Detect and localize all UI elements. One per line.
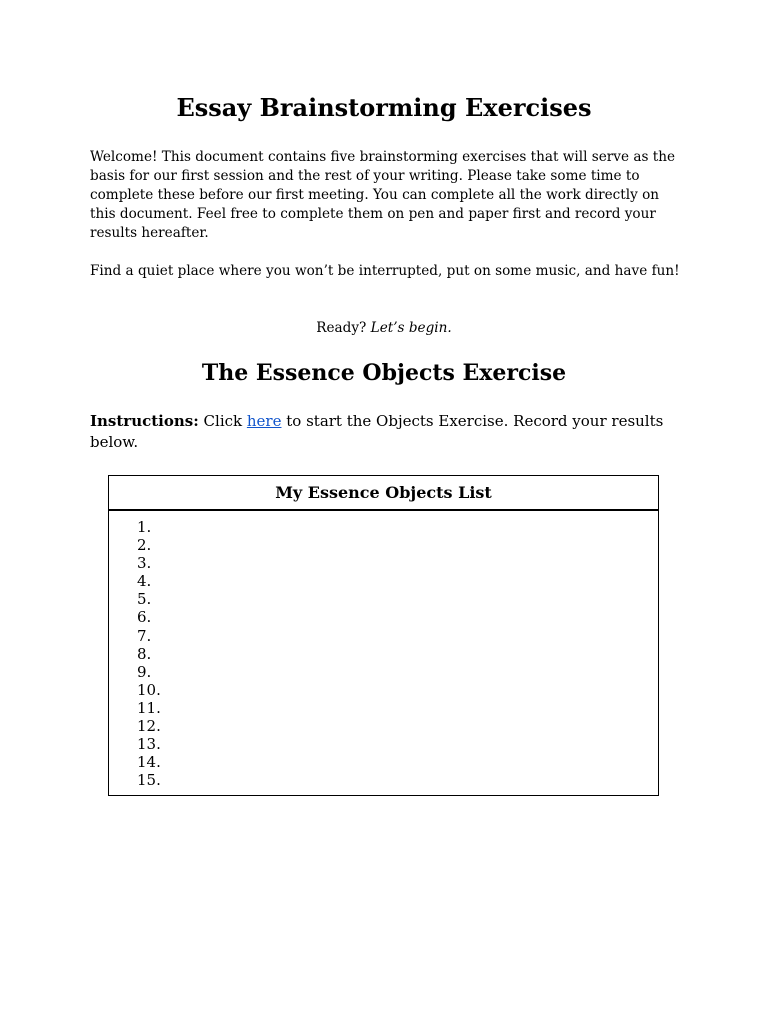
essence-objects-list <box>109 511 658 789</box>
quiet-place-paragraph: Find a quiet place where you won’t be interrupted, put on some music, and have fun! <box>90 263 680 279</box>
ready-line <box>90 319 678 338</box>
instructions-label: Instructions: <box>90 412 199 430</box>
list-item[interactable]: 4. <box>137 572 152 591</box>
document-title: Essay Brainstorming Exercises <box>176 93 592 122</box>
list-item[interactable]: 13. <box>137 735 161 754</box>
list-item[interactable]: 2. <box>137 536 152 555</box>
welcome-paragraph: Welcome! This document contains five brainstorming exercises that will serve as the basis for our first session and the rest of your writing. Please take some time to complete these before our first meeting. You can complete all the work directly on this document. Feel free to complete them on pen and paper first and record your results hereafter. <box>90 149 676 241</box>
instructions-before-link: Click <box>203 412 243 430</box>
objects-exercise-link[interactable]: here <box>246 412 282 430</box>
list-item[interactable]: 15. <box>137 771 161 790</box>
list-item[interactable]: 11. <box>137 698 161 717</box>
list-item[interactable]: 6. <box>137 608 152 627</box>
list-item[interactable]: 14. <box>137 753 161 772</box>
list-item[interactable]: 8. <box>137 644 152 663</box>
list-item[interactable]: 12. <box>137 717 161 736</box>
essence-objects-table-header: My Essence Objects List <box>109 476 658 511</box>
list-item[interactable]: 9. <box>137 662 152 681</box>
ready-emphasis: Let’s begin. <box>370 320 452 336</box>
instructions-paragraph <box>90 411 680 452</box>
list-item[interactable]: 5. <box>137 590 152 609</box>
list-item[interactable]: 1. <box>137 518 152 536</box>
section-title: The Essence Objects Exercise <box>201 360 567 386</box>
list-item[interactable]: 7. <box>137 626 152 645</box>
essence-objects-table <box>108 475 659 796</box>
list-item[interactable]: 3. <box>137 554 152 573</box>
list-item[interactable]: 10. <box>137 680 161 699</box>
ready-prefix: Ready? <box>316 320 367 336</box>
instructions-after-link: to start the Objects Exercise. Record your results below. <box>90 412 664 451</box>
